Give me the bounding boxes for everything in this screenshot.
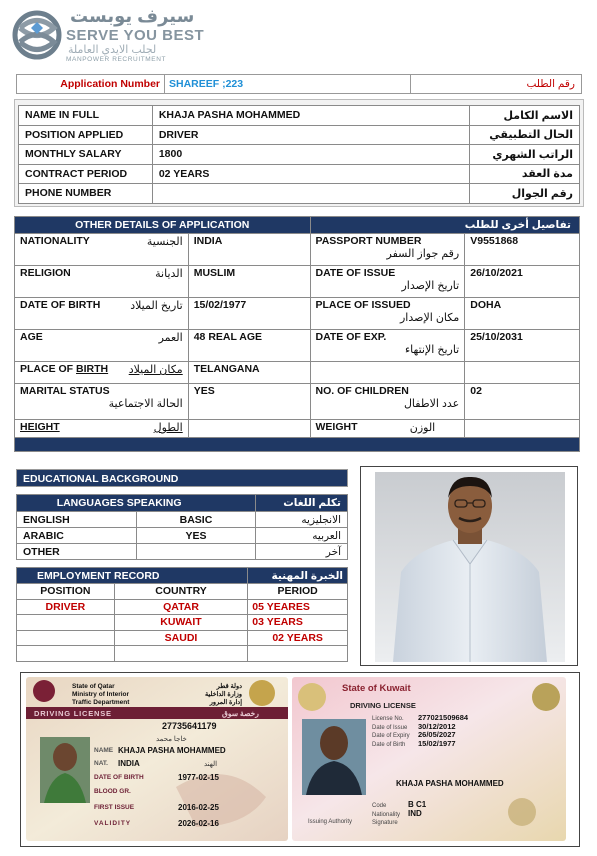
kuwait-nat: IND (408, 809, 422, 818)
kuwait-birth-label: Date of Birth (372, 741, 406, 748)
religion-label-cell (15, 266, 189, 298)
applicant-photo (375, 472, 565, 662)
kuwait-nat-label: Nationality (372, 811, 401, 818)
nationality-label-cell (15, 234, 189, 266)
height-label-cell (15, 420, 189, 438)
qatar-name-ar: خاجا محمد (156, 736, 187, 743)
table-row (17, 646, 348, 662)
table-row (17, 630, 348, 646)
birthplace-label (20, 363, 108, 376)
dob-value: 15/02/1977 (188, 298, 310, 330)
qatar-nat-label: NAT. (94, 760, 108, 767)
kuwait-driving-license (292, 677, 566, 841)
qatar-ministry: Ministry of Interior (72, 691, 130, 698)
qatar-blood-label: BLOOD GR. (94, 788, 131, 795)
qatar-state: State of Qatar (72, 683, 115, 690)
kuwait-birth: 15/02/1977 (418, 738, 456, 748)
table-footer-bar (15, 438, 580, 452)
kuwait-state: State of Kuwait (342, 683, 411, 694)
other-details-table (14, 216, 580, 452)
employment-country (114, 646, 248, 662)
children-label-ar: عدد الاطفال (403, 398, 460, 410)
kuwait-labels (372, 715, 410, 749)
qatar-validity: 2026-02-16 (178, 819, 219, 828)
qatar-license-number: 27735641179 (162, 721, 217, 731)
qatar-nat: INDIA (118, 759, 140, 768)
logo-english-name: SERVE YOU BEST (66, 27, 205, 44)
empty-cell (465, 362, 580, 384)
column-header-position: POSITION (17, 584, 115, 600)
table-header (17, 495, 348, 512)
qatar-validity-label: VALIDITY (94, 820, 132, 827)
qatar-name-label: NAME (94, 747, 114, 754)
place-issued-label-ar: مكان الإصدار (399, 312, 460, 324)
birthplace-label-cell (15, 362, 189, 384)
employment-position (17, 646, 115, 662)
field-label: POSITION APPLIED (19, 125, 153, 145)
employment-country: KUWAIT (114, 615, 248, 631)
license-face (53, 743, 77, 771)
employment-period: 05 YEARES (248, 599, 348, 615)
kuwait-license-card (292, 677, 566, 841)
employment-period: 02 YEARS (248, 630, 348, 646)
employment-country: QATAR (114, 599, 248, 615)
kuwait-code-label: Code (372, 803, 387, 809)
nationality-label-ar: الجنسية (146, 236, 183, 248)
dob-label-ar: تاريخ الميلاد (130, 300, 183, 312)
table-row (17, 512, 348, 528)
kuwait-issuing-label: Issuing Authority (308, 819, 353, 825)
field-label-ar: الاسم الكامل (470, 106, 580, 126)
passport-label-cell (310, 234, 465, 266)
table-row (17, 615, 348, 631)
kuwait-emblem-icon (298, 683, 326, 711)
qatar-nat-ar: الهند (204, 761, 218, 768)
field-value: KHAJA PASHA MOHAMMED (152, 106, 469, 126)
marital-label-cell (15, 384, 189, 420)
table-row (17, 528, 348, 544)
employment-table (16, 567, 348, 662)
person-photo-icon (375, 472, 565, 662)
languages-header: LANGUAGES SPEAKING (17, 495, 256, 512)
qatar-emblem-icon (33, 680, 55, 702)
education-header: EDUCATIONAL BACKGROUND (16, 469, 348, 487)
qatar-license-title-ar: رخصة سوق (222, 709, 259, 718)
height-label: HEIGHT (20, 421, 60, 433)
marital-value: YES (188, 384, 310, 420)
table-row (17, 599, 348, 615)
weight-label-ar: الوزن (409, 422, 436, 434)
personal-info-table (18, 105, 580, 204)
language-name: ENGLISH (17, 512, 137, 528)
religion-label-ar: الديانة (155, 268, 183, 280)
company-logo (10, 8, 64, 62)
birthplace-label-ar: مكان الميلاد (128, 364, 183, 376)
language-name: ARABIC (17, 528, 137, 544)
children-label: NO. OF CHILDREN (315, 385, 409, 397)
issue-date-label-ar: تاريخ الإصدار (401, 280, 460, 292)
nationality-value: INDIA (188, 234, 310, 266)
employment-position (17, 630, 115, 646)
employment-header: EMPLOYMENT RECORD (17, 568, 248, 584)
field-label: PHONE NUMBER (19, 184, 153, 204)
place-issued-value: DOHA (465, 298, 580, 330)
religion-value: MUSLIM (188, 266, 310, 298)
marital-label: MARITAL STATUS (20, 385, 110, 397)
kuwait-code: B C1 (408, 800, 427, 809)
field-label-ar: الراتب الشهري (470, 145, 580, 165)
column-header-period: PERIOD (248, 584, 348, 600)
qatar-license-title: DRIVING LICENSE (34, 709, 112, 718)
place-issued-label-cell (310, 298, 465, 330)
employment-position: DRIVER (17, 599, 115, 615)
qatar-dept-ar: إدارة المرور (209, 699, 242, 706)
kuwait-seal-icon (532, 683, 560, 711)
birthplace-label-a: PLACE OF (20, 363, 77, 375)
kuwait-expiry: 26/05/2027 (418, 730, 456, 740)
weight-label-cell (310, 420, 465, 438)
table-row (19, 106, 580, 126)
field-label-ar: مدة العقد (470, 164, 580, 184)
employment-header-ar: الخبرة المهنية (248, 568, 348, 584)
qatar-first-issue: 2016-02-25 (178, 803, 219, 812)
age-label-cell (15, 330, 189, 362)
table-row (15, 420, 580, 438)
application-number-label-ar: رقم الطلب (526, 78, 575, 90)
table-row (17, 544, 348, 560)
kuwait-number-label: License No. (372, 716, 404, 722)
issue-date-label-cell (310, 266, 465, 298)
qatar-dept: Traffic Department (72, 699, 130, 706)
table-row (19, 164, 580, 184)
field-value: 02 YEARS (152, 164, 469, 184)
qatar-license-card (26, 677, 288, 841)
other-details-header-ar: تفاصيل أخرى للطلب (310, 217, 580, 234)
kuwait-values-2 (408, 800, 426, 818)
footer-bar (15, 438, 580, 452)
qatar-state-ar: دولة قطر (216, 683, 242, 690)
table-column-headers (17, 584, 348, 600)
qatar-seal-icon (249, 680, 275, 706)
logo-arabic-name: سيرف يوبست (70, 6, 195, 26)
language-name: OTHER (17, 544, 137, 560)
employment-country: SAUDI (114, 630, 248, 646)
passport-label: PASSPORT NUMBER (315, 235, 422, 247)
qatar-driving-license (26, 677, 288, 841)
language-name-ar: الانجليزيه (256, 512, 348, 528)
application-number-bar (16, 74, 582, 94)
table-row (19, 184, 580, 204)
table-row (15, 266, 580, 298)
language-name-ar: العربيه (256, 528, 348, 544)
kuwait-issue: 30/12/2012 (418, 721, 456, 731)
qatar-dob-label: DATE OF BIRTH (94, 774, 144, 781)
field-label: CONTRACT PERIOD (19, 164, 153, 184)
kuwait-signature-label: Signature (372, 820, 398, 826)
languages-header-ar: تكلم اللغات (256, 495, 348, 512)
employment-period: 03 YEARS (248, 615, 348, 631)
column-header-country: COUNTRY (114, 584, 248, 600)
empty-cell (310, 362, 465, 384)
language-level (136, 544, 256, 560)
qatar-dob: 1977-02-15 (178, 773, 219, 782)
age-value: 48 REAL AGE (188, 330, 310, 362)
logo-english-subtitle: MANPOWER RECRUITMENT (66, 56, 167, 63)
children-label-cell (310, 384, 465, 420)
field-value: DRIVER (152, 125, 469, 145)
qatar-ministry-ar: وزارة الداخلية (204, 691, 242, 698)
place-issued-label: PLACE OF ISSUED (315, 299, 411, 311)
languages-table (16, 494, 348, 560)
employment-position (17, 615, 115, 631)
passport-value: V9551868 (465, 234, 580, 266)
marital-label-ar: الحالة الاجتماعية (108, 398, 183, 410)
religion-label: RELIGION (20, 267, 71, 279)
field-label-ar: الحال التطبيقي (470, 125, 580, 145)
kuwait-issue-label: Date of Issue (372, 724, 408, 731)
language-name-ar: آخر (256, 544, 348, 560)
passport-label-ar: رقم جواز السفر (386, 248, 460, 260)
kuwait-values (418, 714, 468, 748)
kuwait-number: 277021509684 (418, 713, 469, 722)
issue-date-value: 26/10/2021 (465, 266, 580, 298)
other-details-header: OTHER DETAILS OF APPLICATION (15, 217, 311, 234)
qatar-header-ar (176, 683, 242, 707)
field-label: NAME IN FULL (19, 106, 153, 126)
height-label-ar: الطول (153, 422, 183, 434)
birthplace-label-b: BIRTH (76, 363, 109, 375)
table-row (15, 298, 580, 330)
kuwait-labels-2 (372, 802, 400, 828)
knot-logo-icon (10, 8, 64, 62)
kuwait-license-title: DRIVING LICENSE (350, 701, 416, 710)
expiry-label-ar: تاريخ الإنتهاء (404, 344, 460, 356)
table-row (19, 125, 580, 145)
table-row (15, 330, 580, 362)
height-value (188, 420, 310, 438)
qatar-name: KHAJA PASHA MOHAMMED (118, 746, 226, 755)
employment-period (248, 646, 348, 662)
qatar-header-en (72, 683, 129, 707)
age-label-ar: العمر (158, 332, 183, 344)
children-value: 02 (465, 384, 580, 420)
table-header (17, 568, 348, 584)
weight-value (465, 420, 580, 438)
logo-arabic-subtitle: لجلب الايدي العاملة (68, 44, 157, 56)
table-row (15, 384, 580, 420)
dob-label: DATE OF BIRTH (20, 299, 101, 311)
kuwait-expiry-label: Date of Expiry (372, 733, 410, 740)
table-row (15, 234, 580, 266)
application-number-value: SHAREEF ;223 (165, 75, 411, 93)
expiry-label: DATE OF EXP. (315, 331, 387, 343)
kuwait-name: KHAJA PASHA MOHAMMED (396, 779, 504, 788)
expiry-value: 25/10/2031 (465, 330, 580, 362)
field-value: 1800 (152, 145, 469, 165)
birthplace-value: TELANGANA (188, 362, 310, 384)
language-level: YES (136, 528, 256, 544)
table-row (15, 362, 580, 384)
table-header (15, 217, 580, 234)
table-row (19, 145, 580, 165)
field-value (152, 184, 469, 204)
language-level: BASIC (136, 512, 256, 528)
dob-label-cell (15, 298, 189, 330)
issue-date-label: DATE OF ISSUE (315, 267, 396, 279)
field-label: MONTHLY SALARY (19, 145, 153, 165)
nationality-label: NATIONALITY (20, 235, 90, 247)
age-label: AGE (20, 331, 43, 343)
license-face (320, 726, 348, 760)
expiry-label-cell (310, 330, 465, 362)
weight-label: WEIGHT (315, 421, 358, 433)
kuwait-stamp-icon (508, 798, 536, 826)
qatar-first-issue-label: FIRST ISSUE (94, 804, 135, 811)
field-label-ar: رقم الجوال (470, 184, 580, 204)
application-number-label: Application Number (17, 75, 165, 93)
